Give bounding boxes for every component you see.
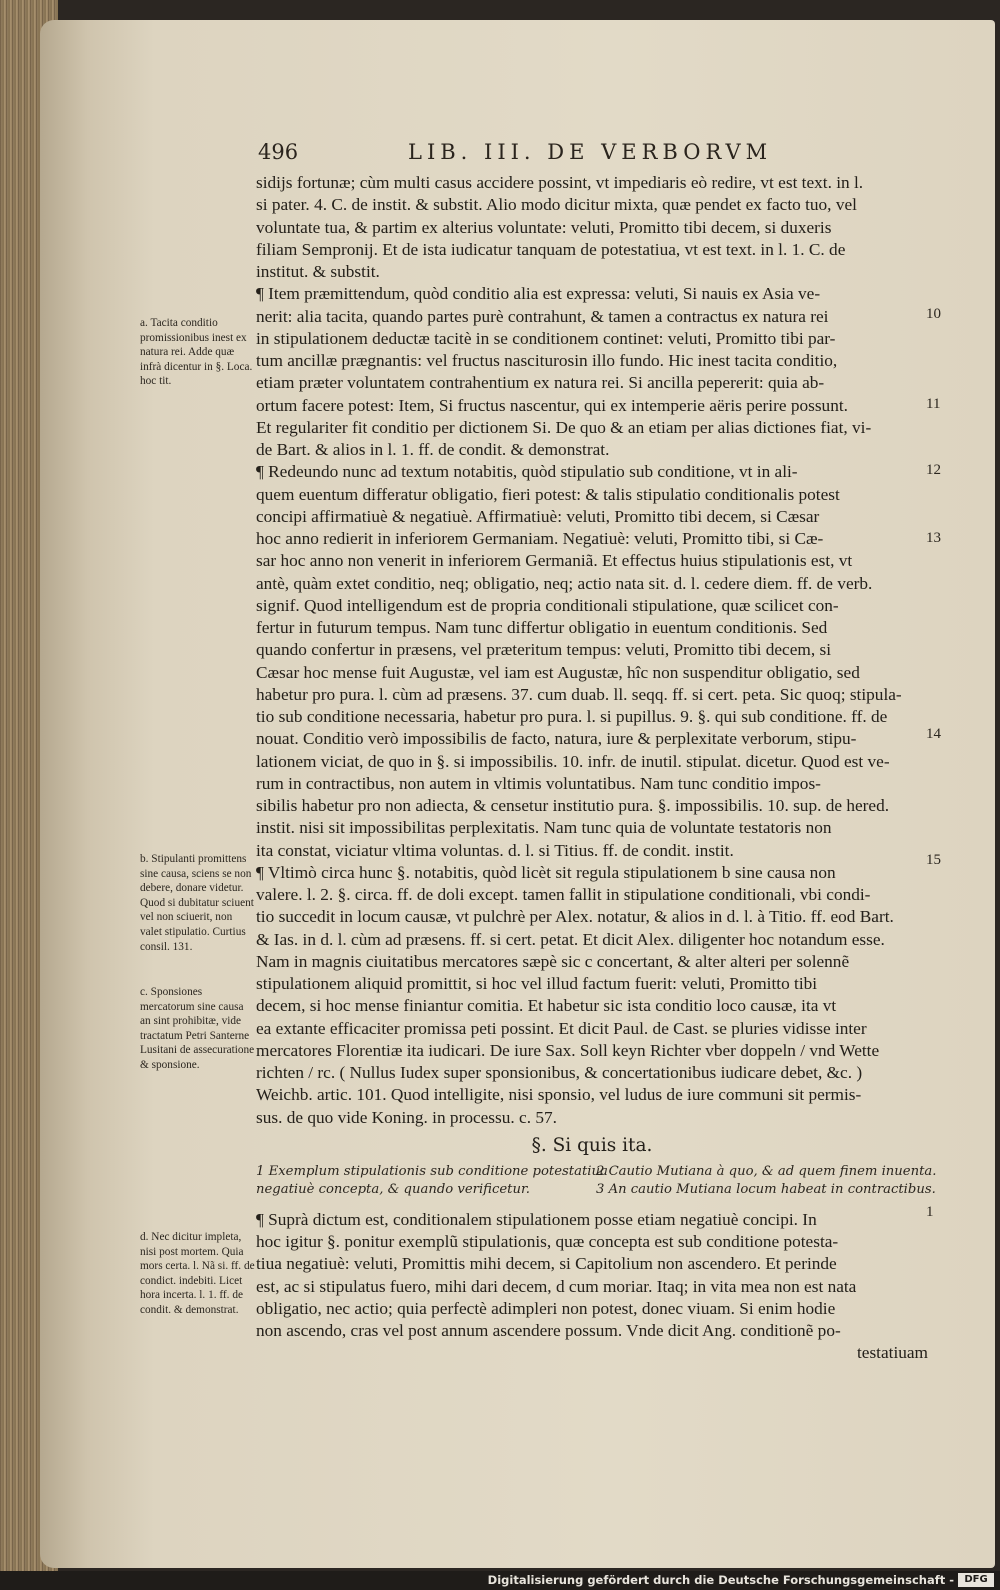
text-line: Et regulariter fit conditio per dictionem Si. De quo & an etiam per alias dictiones fiat, vi- <box>256 417 872 437</box>
section-heading: §. Si quis ita. <box>531 1134 653 1156</box>
margin-number: 14 <box>926 726 941 742</box>
margin-note-b: b. Stipulanti promittens sine causa, sciens se non debere, donare videtur. Quod si dubitatur sciuent vel non sciuerit, non valet stipulatio. Curtius consil. 131. <box>140 853 254 953</box>
margin-number: 12 <box>926 462 941 478</box>
summary-line: negatiuè concepta, & quando verificetur. 3 An cautio Mutiana locum habeat in contractibus. <box>256 1181 936 1197</box>
text-line: nouat. Conditio verò impossibilis de facto, natura, iure & perplexitate verborum, stipu- <box>256 729 857 749</box>
margin-note-c: c. Sponsiones mercatorum sine causa an sint prohibitæ, vide tractatum Petri Santerne Lusitani de assecuratione & sponsione. <box>140 986 255 1071</box>
text-line: ¶ Vltimò circa hunc §. notabitis, quòd licèt sit regula stipulationem b sine causa non <box>256 862 836 882</box>
text-line: tiua negatiuè: veluti, Promittis mihi decem, si Capitolium non ascendero. Et perinde <box>256 1254 837 1274</box>
text-line: Nam in magnis ciuitatibus mercatores sæpè sic c concertant, & alter alteri per solennẽ <box>256 951 850 971</box>
text-line: etiam præter voluntatem contrahentium ex natura rei. Si ancilla pepererit: quia ab- <box>256 373 825 393</box>
text-line: ¶ Item præmittendum, quòd conditio alia est expressa: veluti, Si nauis ex Asia ve- <box>256 284 821 304</box>
text-line: hoc igitur §. ponitur exemplũ stipulationis, quæ concepta est sub conditione potesta- <box>256 1232 839 1251</box>
text-line: sar hoc anno non venerit in inferiorem Germaniã. Et effectus huius stipulationis est, vt <box>256 551 853 571</box>
text-line: est, ac si stipulatus fuero, mihi dari decem, d cum moriar. Itaq; in vita mea non est nata <box>256 1276 857 1296</box>
text-line: voluntate tua, & partim ex alterius voluntate: veluti, Promitto tibi decem, si duxeris <box>256 217 832 237</box>
text-line: ¶ Suprà dictum est, conditionalem stipulationem posse etiam negatiuè concipi. In <box>256 1209 817 1229</box>
text-line: stipulationem aliquid promittit, si hoc vel illud factum fuerit: veluti, Promitto tibi <box>256 974 818 993</box>
margin-number: 1 <box>926 1204 934 1220</box>
text-line: non ascendo, cras vel post annum ascendere possum. Vnde dicit Ang. conditionẽ po- <box>256 1321 841 1340</box>
text-line: hoc anno redierit in inferiorem Germaniam. Negatiuè: veluti, Promitto tibi, si Cæ- <box>256 529 824 548</box>
text-line: tio sub conditione necessaria, habetur pro pura. l. si pupillus. 9. §. qui sub conditione. ff. de <box>256 707 888 726</box>
dfg-logo-icon: DFG <box>958 1573 994 1587</box>
text-line: in stipulationem deductæ tacitè in se conditionem continet: veluti, Promitto tibi par- <box>256 328 836 348</box>
text-line: de Bart. & alios in l. 1. ff. de condit. & demonstrat. <box>256 440 610 459</box>
text-line: institut. & substit. <box>256 262 380 281</box>
text-line: ita constat, viciatur vltima voluntas. d. l. si Titius. ff. de condit. instit. <box>256 840 734 860</box>
text-line: habetur pro pura. l. cùm ad præsens. 37. cum duab. ll. seqq. ff. si cert. peta. Sic quoq; stipula- <box>256 684 902 704</box>
text-line: ea extante efficaciter promissa peti possint. Et dicit Paul. de Cast. se pluries vidisse inter <box>256 1018 867 1038</box>
footer-credit: Digitalisierung gefördert durch die Deutsche Forschungsgemeinschaft - <box>487 1573 954 1587</box>
text-line: rum in contractibus, non autem in vltimis voluntatibus. Nam tunc conditio impos- <box>256 773 821 793</box>
margin-note-d: d. Nec dicitur impleta, nisi post mortem. Quia mors certa. l. Nã si. ff. de condict. indebiti. Licet hora incerta. l. 1. ff. de condit. & demonstrat. <box>140 1231 255 1316</box>
text-line: ¶ Redeundo nunc ad textum notabitis, quòd stipulatio sub conditione, vt in ali- <box>256 462 798 482</box>
margin-note-a: a. Tacita conditio promissionibus inest ex natura rei. Adde quæ infrà dicentur in §. Loca. hoc tit. <box>140 317 253 388</box>
text-line: valere. l. 2. §. circa. ff. de doli except. tamen fallit in stipulatione conditionali, vbi condi- <box>256 885 871 904</box>
text-line: richten / rc. ( Nullus Iudex super sponsionibus, & concertationibus iudicare debet, &c. ) <box>256 1063 863 1082</box>
text-line: decem, si hoc mense finiantur comitia. Et habetur sic ista conditio loco causæ, ita vt <box>256 996 837 1016</box>
text-line: quando confertur in præsens, vel præteritum tempus: veluti, Promitto tibi decem, si <box>256 640 831 660</box>
page-number: 496 <box>258 140 299 164</box>
margin-number: 10 <box>926 306 941 322</box>
running-title: LIB. III. DE VERBORVM <box>408 140 773 164</box>
text-line: antè, quàm extet conditio, neq; obligatio, neq; actio nata sit. d. l. cedere diem. ff. de verb. <box>256 573 873 593</box>
text-line: sus. de quo vide Koning. in processu. c. 57. <box>256 1107 557 1127</box>
digitization-footer <box>0 1571 1000 1590</box>
section-summary <box>256 1163 937 1199</box>
margin-number: 11 <box>926 396 941 412</box>
text-line: fertur in futurum tempus. Nam tunc differtur obligatio in euentum conditionis. Sed <box>256 618 828 637</box>
text-line: signif. Quod intelligendum est de propria conditionali stipulatione, quæ scilicet con- <box>256 595 839 615</box>
text-line: sidijs fortunæ; cùm multi casus accidere possint, vt impediaris eò redire, vt est text. in l. <box>256 173 864 192</box>
summary-line: 1 Exemplum stipulationis sub conditione potestatiua2 Cautio Mutiana à quo, & ad quem finem inuenta. <box>256 1163 937 1179</box>
text-line: lationem viciat, de quo in §. si impossibilis. 10. infr. de inutil. stipulat. dicetur. Quod est ve- <box>256 751 890 771</box>
text-line: tum ancillæ prægnantis: vel fructus nasciturosin illo fundo. Hic inest tacita conditio, <box>256 351 838 370</box>
text-line: mercatores Florentiæ ita iudicari. De iure Sax. Soll keyn Richter vber doppeln / vnd Wette <box>256 1040 880 1060</box>
text-line: Cæsar hoc mense fuit Augustæ, vel iam est Augustæ, hîc non suspenditur obligatio, sed <box>256 662 860 682</box>
margin-number: 15 <box>926 852 941 868</box>
text-line: si pater. 4. C. de instit. & substit. Alio modo dicitur mixta, quæ pendet ex facto tuo, vel <box>256 195 857 215</box>
text-line: tio succedit in locum causæ, vt pulchrè per Alex. notatur, & alios in d. l. à Titio. ff. eod Bart. <box>256 907 894 927</box>
page-header <box>258 140 928 166</box>
text-line: quem euentum differatur obligatio, fieri potest: & talis stipulatio conditionalis potest <box>256 484 840 504</box>
text-line: nerit: alia tacita, quando partes purè contrahunt, & tamen a contractus ex natura rei <box>256 306 829 326</box>
text-line: testatiuam <box>856 1343 928 1363</box>
text-line: & Ias. in d. l. cùm ad præsens. ff. si cert. petat. Et dicit Alex. diligenter hoc notandum esse. <box>256 929 885 949</box>
text-line: sibilis habetur pro non adiecta, & censetur institutio pura. §. impossibilis. 10. sup. de hered. <box>256 796 890 815</box>
text-line: filiam Sempronij. Et de ista iudicatur tanquam de potestatiua, vt est text. in l. 1. C. de <box>256 239 846 259</box>
text-line: concipi affirmatiuè & negatiuè. Affirmatiuè: veluti, Promitto tibi decem, si Cæsar <box>256 506 820 526</box>
text-line: Weichb. artic. 101. Quod intelligite, nisi sponsio, vel ludus de iure communi sit permis- <box>256 1085 862 1105</box>
text-line: ortum facere potest: Item, Si fructus nascentur, qui ex intemperie aëris perire possunt. <box>256 395 848 415</box>
margin-number: 13 <box>926 530 941 546</box>
text-line: instit. nisi sit impossibilitas perplexitatis. Nam tunc quia de voluntate testatoris non <box>256 818 832 838</box>
text-line: obligatio, nec actio; quia perfectè adimpleri non potest, donec viuam. Si enim hodie <box>256 1298 836 1318</box>
